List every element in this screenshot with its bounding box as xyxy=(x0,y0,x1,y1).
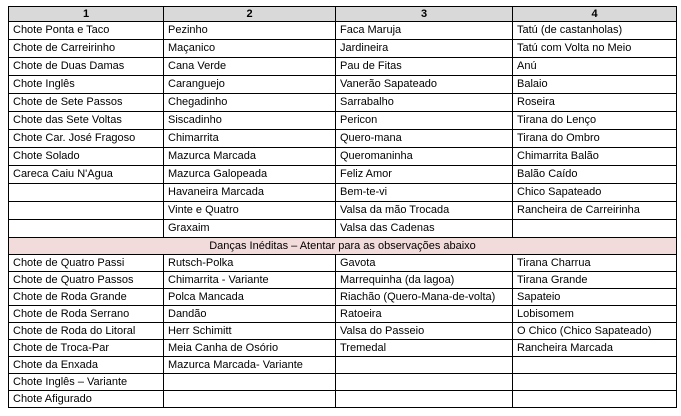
table-cell: Pericon xyxy=(336,112,513,130)
table-cell: Tirana Charrua xyxy=(513,255,677,272)
separator-row xyxy=(9,238,677,255)
table-cell: O Chico (Chico Sapateado) xyxy=(513,323,677,340)
table-cell: Chote de Roda do Litoral xyxy=(9,323,164,340)
table-cell xyxy=(9,220,164,238)
column-header-2: 2 xyxy=(164,7,336,22)
table-cell: Roseira xyxy=(513,94,677,112)
table-cell: Tirana do Ombro xyxy=(513,130,677,148)
table-cell: Vinte e Quatro xyxy=(164,202,336,220)
table-cell: Chote de Roda Grande xyxy=(9,289,164,306)
table-cell: Chote de Duas Damas xyxy=(9,58,164,76)
dance-table-wrapper xyxy=(8,6,677,408)
table-cell: Queromaninha xyxy=(336,148,513,166)
table-cell: Anú xyxy=(513,58,677,76)
table-cell: Rutsch-Polka xyxy=(164,255,336,272)
table-cell: Polca Mancada xyxy=(164,289,336,306)
table-cell: Dandão xyxy=(164,306,336,323)
table-cell: Chote de Sete Passos xyxy=(9,94,164,112)
known-dances-section xyxy=(9,22,677,238)
table-cell: Careca Caiu N'Agua xyxy=(9,166,164,184)
table-cell: Caranguejo xyxy=(164,76,336,94)
separator-text: Danças Inéditas – Atentar para as observações abaixo xyxy=(9,238,677,255)
table-row xyxy=(9,374,677,391)
table-cell: Tirana Grande xyxy=(513,272,677,289)
table-cell: Maçanico xyxy=(164,40,336,58)
column-header-3: 3 xyxy=(336,7,513,22)
table-cell xyxy=(336,391,513,408)
table-cell: Vanerão Sapateado xyxy=(336,76,513,94)
table-cell: Chote de Quatro Passi xyxy=(9,255,164,272)
table-row xyxy=(9,76,677,94)
table-cell: Chote Ponta e Taco xyxy=(9,22,164,40)
table-row xyxy=(9,184,677,202)
table-cell: Balaio xyxy=(513,76,677,94)
table-cell: Pau de Fitas xyxy=(336,58,513,76)
column-header-1: 1 xyxy=(9,7,164,22)
table-cell: Graxaim xyxy=(164,220,336,238)
table-cell xyxy=(513,220,677,238)
table-cell: Chote de Carreirinho xyxy=(9,40,164,58)
dance-table xyxy=(8,6,677,408)
table-cell: Cana Verde xyxy=(164,58,336,76)
table-cell: Chote Inglês – Variante xyxy=(9,374,164,391)
table-cell: Lobisomem xyxy=(513,306,677,323)
table-cell: Rancheira de Carreirinha xyxy=(513,202,677,220)
table-cell: Chegadinho xyxy=(164,94,336,112)
table-row xyxy=(9,202,677,220)
table-cell: Chimarrita Balão xyxy=(513,148,677,166)
table-cell: Ratoeira xyxy=(336,306,513,323)
table-cell: Balão Caído xyxy=(513,166,677,184)
table-cell: Tatú com Volta no Meio xyxy=(513,40,677,58)
table-row xyxy=(9,166,677,184)
table-cell: Riachão (Quero-Mana-de-volta) xyxy=(336,289,513,306)
table-row xyxy=(9,272,677,289)
table-cell: Chote de Roda Serrano xyxy=(9,306,164,323)
table-cell xyxy=(513,357,677,374)
table-cell: Siscadinho xyxy=(164,112,336,130)
table-row xyxy=(9,289,677,306)
table-cell: Chico Sapateado xyxy=(513,184,677,202)
table-cell: Faca Maruja xyxy=(336,22,513,40)
table-cell: Chimarrita - Variante xyxy=(164,272,336,289)
table-cell: Meia Canha de Osório xyxy=(164,340,336,357)
table-cell: Feliz Amor xyxy=(336,166,513,184)
table-cell: Sarrabalho xyxy=(336,94,513,112)
table-cell: Chote Inglês xyxy=(9,76,164,94)
table-row xyxy=(9,112,677,130)
table-cell: Valsa da mão Trocada xyxy=(336,202,513,220)
table-cell xyxy=(164,374,336,391)
table-cell: Mazurca Marcada- Variante xyxy=(164,357,336,374)
table-cell: Herr Schimitt xyxy=(164,323,336,340)
separator-section xyxy=(9,238,677,255)
table-cell xyxy=(336,374,513,391)
column-header-4: 4 xyxy=(513,7,677,22)
table-row xyxy=(9,255,677,272)
table-cell xyxy=(336,357,513,374)
table-row xyxy=(9,391,677,408)
table-row xyxy=(9,306,677,323)
table-cell: Chote de Troca-Par xyxy=(9,340,164,357)
table-cell: Tatú (de castanholas) xyxy=(513,22,677,40)
table-cell: Chote da Enxada xyxy=(9,357,164,374)
header-row xyxy=(9,7,677,22)
table-cell: Tremedal xyxy=(336,340,513,357)
table-row xyxy=(9,220,677,238)
table-row xyxy=(9,340,677,357)
table-cell xyxy=(164,391,336,408)
unpublished-dances-section xyxy=(9,255,677,408)
table-row xyxy=(9,40,677,58)
table-cell: Chote de Quatro Passos xyxy=(9,272,164,289)
table-cell: Chimarrita xyxy=(164,130,336,148)
table-cell: Valsa do Passeio xyxy=(336,323,513,340)
table-cell: Bem-te-vi xyxy=(336,184,513,202)
table-row xyxy=(9,94,677,112)
table-cell xyxy=(513,391,677,408)
table-cell: Mazurca Marcada xyxy=(164,148,336,166)
table-cell: Chote Afigurado xyxy=(9,391,164,408)
table-row xyxy=(9,323,677,340)
table-cell xyxy=(9,184,164,202)
table-cell: Marrequinha (da lagoa) xyxy=(336,272,513,289)
table-cell: Gavota xyxy=(336,255,513,272)
table-cell: Havaneira Marcada xyxy=(164,184,336,202)
table-cell xyxy=(9,202,164,220)
table-cell: Jardineira xyxy=(336,40,513,58)
table-cell: Rancheira Marcada xyxy=(513,340,677,357)
table-row xyxy=(9,148,677,166)
table-row xyxy=(9,58,677,76)
table-cell: Tirana do Lenço xyxy=(513,112,677,130)
table-cell: Pezinho xyxy=(164,22,336,40)
table-cell: Valsa das Cadenas xyxy=(336,220,513,238)
table-row xyxy=(9,357,677,374)
table-cell: Chote das Sete Voltas xyxy=(9,112,164,130)
table-row xyxy=(9,130,677,148)
table-cell: Chote Car. José Fragoso xyxy=(9,130,164,148)
table-cell: Mazurca Galopeada xyxy=(164,166,336,184)
table-row xyxy=(9,22,677,40)
table-cell: Sapateio xyxy=(513,289,677,306)
table-cell: Quero-mana xyxy=(336,130,513,148)
table-cell xyxy=(513,374,677,391)
table-cell: Chote Solado xyxy=(9,148,164,166)
